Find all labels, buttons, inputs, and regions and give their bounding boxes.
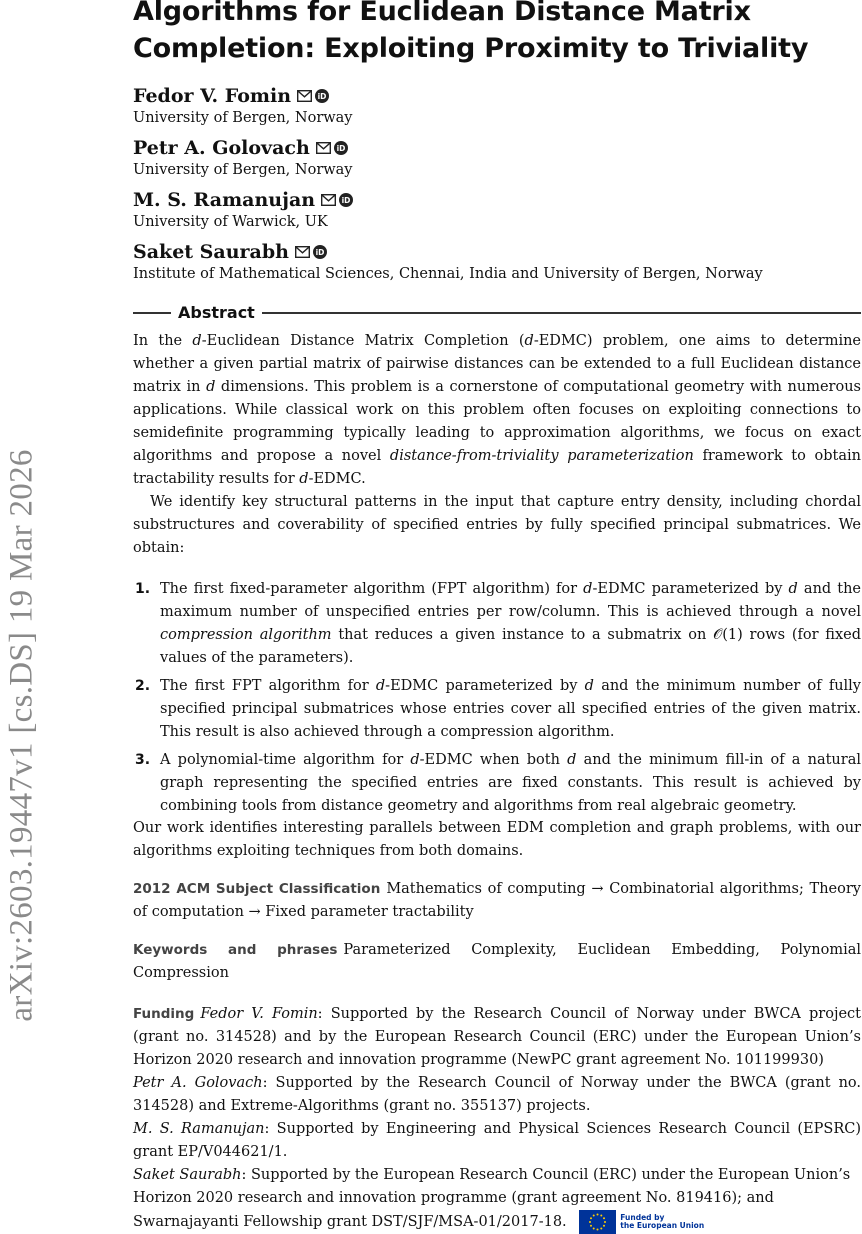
mail-icon[interactable] bbox=[297, 90, 312, 102]
svg-text:iD: iD bbox=[336, 144, 346, 153]
eu-funding-logo bbox=[579, 1210, 704, 1234]
list-number: 3. bbox=[135, 752, 151, 768]
heading-rule bbox=[133, 312, 171, 314]
funding-item: M. S. Ramanujan: Supported by Engineering and Physical Sciences Research Council (EPSRC) grant EP/V044621/1. bbox=[133, 1121, 861, 1160]
eu-flag-icon bbox=[579, 1210, 616, 1234]
acm-label: 2012 ACM Subject Classification bbox=[133, 881, 381, 897]
svg-text:iD: iD bbox=[315, 248, 325, 257]
author-affiliation: University of Bergen, Norway bbox=[133, 162, 353, 178]
list-item: 2. The first FPT algorithm for d-EDMC parameterized by d and the minimum number of fully specified principal submatrices whose entries cover all specified entries of the given matrix. This result is also achieved through a compression algorithm. bbox=[133, 675, 861, 744]
paper-title: Algorithms for Euclidean Distance Matrix Completion: Exploiting Proximity to Triviality bbox=[133, 0, 809, 64]
author-block bbox=[133, 84, 861, 129]
mail-icon[interactable] bbox=[316, 142, 331, 154]
author-block bbox=[133, 136, 861, 181]
author-name: Petr A. Golovach bbox=[133, 137, 310, 159]
author-name: Saket Saurabh bbox=[133, 241, 289, 263]
author-list bbox=[133, 84, 861, 285]
list-item: 3. A polynomial-time algorithm for d-EDMC when both d and the minimum fill-in of a natural graph representing the specified entries are fixed constants. This result is achieved by combining tools from distance geometry and algorithms from real algebraic geometry. bbox=[133, 749, 861, 818]
keywords-label: Keywords and phrases bbox=[133, 942, 338, 958]
orcid-icon[interactable] bbox=[334, 141, 348, 155]
eu-logo-text: Funded by the European Union bbox=[620, 1212, 705, 1230]
paper-page bbox=[133, 0, 861, 1234]
abstract-heading bbox=[133, 303, 861, 322]
orcid-icon[interactable] bbox=[315, 89, 329, 103]
funding-label: Funding bbox=[133, 1006, 195, 1022]
orcid-icon[interactable] bbox=[339, 193, 353, 207]
funding-section bbox=[133, 1003, 861, 1234]
svg-text:iD: iD bbox=[341, 196, 351, 205]
heading-rule bbox=[262, 312, 861, 314]
funding-item: Funding Fedor V. Fomin: Supported by the Research Council of Norway under BWCA project (grant no. 314528) and by the European Research Council (ERC) under the European Union’s Horizon 2020 research and innovation programme (NewPC grant agreement No. 101199930) bbox=[133, 1006, 861, 1068]
arxiv-identifier: arXiv:2603.19447v1 [cs.DS] 19 Mar 2026 bbox=[3, 448, 40, 1022]
abstract-label: Abstract bbox=[178, 303, 255, 322]
abstract-paragraph: In the d-Euclidean Distance Matrix Completion (d-EDMC) problem, one aims to determine whether a given partial matrix of pairwise distances can be extended to a full Euclidean distance matrix in d dimensions. This problem is a cornerstone of computational geometry with numerous applications. While classical work on this problem often focuses on exploiting connections to semidefinite programming typically leading to approximation algorithms, we focus on exact algorithms and propose a novel distance-from-triviality parameterization framework to obtain tractability results for d-EDMC. bbox=[133, 333, 862, 487]
author-block bbox=[133, 240, 861, 285]
acm-classification: 2012 ACM Subject Classification Mathematics of computing → Combinatorial algorithms; Theory of computation → Fixed parameter tractability bbox=[133, 881, 861, 920]
svg-text:iD: iD bbox=[317, 92, 327, 101]
orcid-icon[interactable] bbox=[313, 245, 327, 259]
arxiv-sidebar bbox=[2, 295, 42, 1175]
author-name: M. S. Ramanujan bbox=[133, 189, 316, 211]
mail-icon[interactable] bbox=[295, 246, 310, 258]
abstract-paragraph: We identify key structural patterns in the input that capture entry density, including chordal substructures and coverability of specified entries by fully specified principal submatrices. We obtain: bbox=[133, 494, 861, 556]
author-affiliation: University of Bergen, Norway bbox=[133, 110, 353, 126]
funding-item: Petr A. Golovach: Supported by the Research Council of Norway under the BWCA (grant no. 314528) and Extreme-Algorithms (grant no. 355137) projects. bbox=[133, 1075, 861, 1114]
author-affiliation: Institute of Mathematical Sciences, Chennai, India and University of Bergen, Norway bbox=[133, 266, 763, 282]
list-number: 2. bbox=[135, 678, 151, 694]
author-affiliation: University of Warwick, UK bbox=[133, 214, 328, 230]
abstract-closing: Our work identifies interesting parallels between EDM completion and graph problems, with our algorithms exploiting techniques from both domains. bbox=[133, 820, 861, 859]
keywords: Keywords and phrases Parameterized Complexity, Euclidean Embedding, Polynomial Compression bbox=[133, 942, 861, 981]
author-block bbox=[133, 188, 861, 233]
list-item: 1. The first fixed-parameter algorithm (FPT algorithm) for d-EDMC parameterized by d and the maximum number of unspecified entries per row/column. This is achieved through a novel compression algorithm that reduces a given instance to a submatrix on 𝒪(1) rows (for fixed values of the parameters). bbox=[133, 578, 861, 670]
results-list bbox=[133, 578, 861, 818]
mail-icon[interactable] bbox=[321, 194, 336, 206]
funding-item: Saket Saurabh: Supported by the European Research Council (ERC) under the European Union’s Horizon 2020 research and innovation programme (grant agreement No. 819416); and Swarnajayanti Fellowship grant DST/SJF/MSA-01/2017-18. Funded by the European Union bbox=[133, 1164, 861, 1234]
list-number: 1. bbox=[135, 581, 151, 597]
author-name: Fedor V. Fomin bbox=[133, 85, 292, 107]
